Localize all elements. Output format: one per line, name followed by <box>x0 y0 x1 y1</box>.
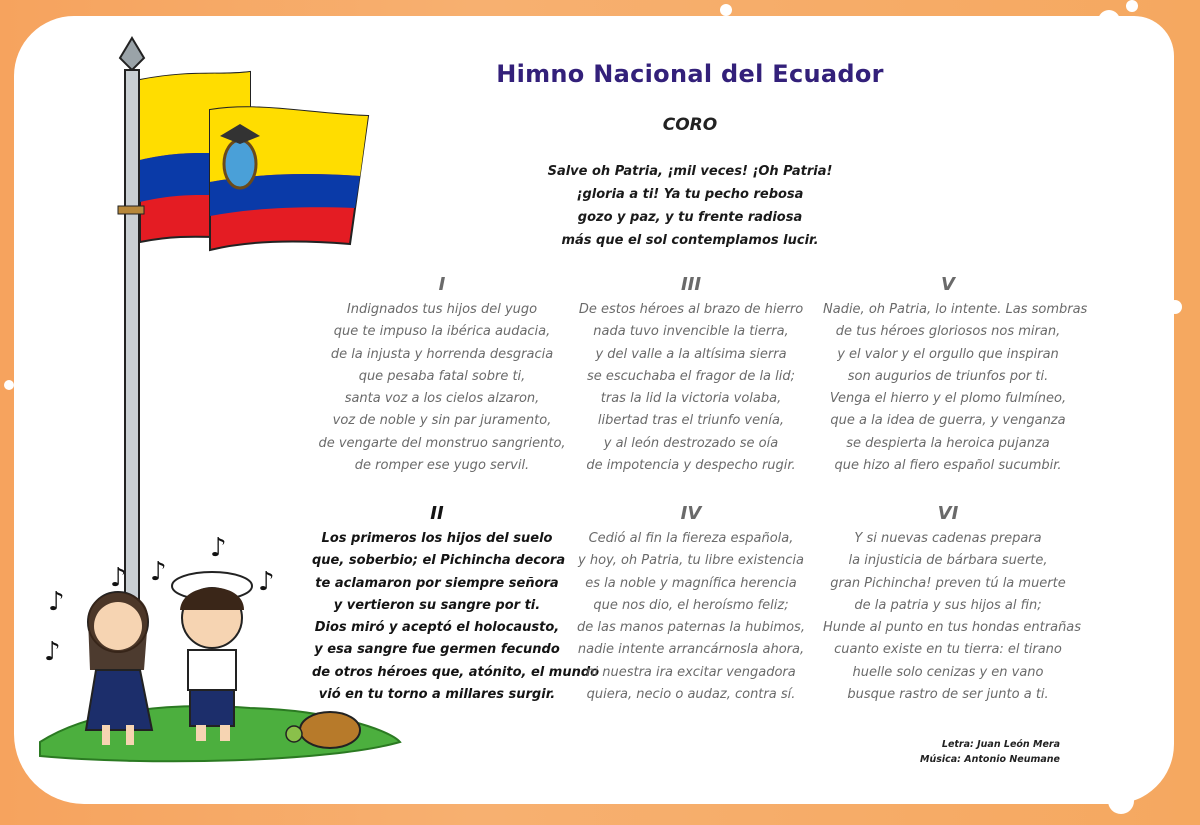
stanza-line: que a la idea de guerra, y venganza <box>830 413 1066 429</box>
stanza-line: de otros héroes que, atónito, el mundo <box>312 664 600 680</box>
stanza-line: Hunde al punto en tus hondas entrañas <box>823 620 1082 636</box>
chorus-text <box>540 160 840 252</box>
stanza-line: quiera, necio o audaz, contra sí. <box>586 687 796 703</box>
stanza-line: voz de noble y sin par juramento, <box>332 413 552 429</box>
stanza-line: Indignados tus hijos del yugo <box>346 302 538 317</box>
stanza-line: Los primeros los hijos del suelo <box>321 531 553 546</box>
stanza-numeral: I <box>438 274 446 295</box>
bubble-decoration <box>720 4 732 16</box>
stanza-line: y al león destrozado se oía <box>603 435 779 451</box>
chorus-line: Salve oh Patria, ¡mil veces! ¡Oh Patria! <box>547 164 833 179</box>
stanza-line: y hoy, oh Patria, tu libre existencia <box>578 553 804 569</box>
stanza-3 <box>566 274 816 477</box>
bubble-decoration <box>4 380 14 390</box>
stanza-line: Dios miró y aceptó el holocausto, <box>314 620 560 636</box>
stanza-numeral: V <box>941 274 955 295</box>
stanza-line: que pesaba fatal sobre ti, <box>358 368 526 384</box>
stanza-line: tras la lid la victoria volaba, <box>600 391 782 407</box>
stanza-line: De estos héroes al brazo de hierro <box>578 302 804 317</box>
svg-text:♪: ♪ <box>210 533 227 563</box>
chorus-heading: CORO <box>662 115 718 135</box>
stanza-line: santa voz a los cielos alzaron, <box>344 391 540 407</box>
bubble-decoration <box>1126 0 1138 12</box>
stanza-numeral: III <box>680 274 702 295</box>
stanza-1 <box>317 274 567 477</box>
stanza-4 <box>566 503 816 706</box>
stanza-line: vió en tu torno a millares surgir. <box>318 687 556 703</box>
stanza-line: cuanto existe en tu tierra: el tirano <box>834 642 1062 658</box>
svg-text:♪: ♪ <box>110 563 127 593</box>
stanza-line: de impotencia y despecho rugir. <box>586 458 796 474</box>
coat-of-arms-icon <box>224 140 256 188</box>
svg-text:♪: ♪ <box>258 567 275 597</box>
stanza-line: libertad tras el triunfo venía, <box>597 413 785 429</box>
stanza-line: y esa sangre fue germen fecundo <box>314 642 560 658</box>
stanza-line: y vertieron su sangre por ti. <box>333 597 541 613</box>
stanza-line: nada tuvo invencible la tierra, <box>593 324 789 340</box>
stanza-line: Cedió al fin la fiereza española, <box>588 531 794 546</box>
stanza-line: se escuchaba el fragor de la lid; <box>586 368 796 384</box>
flag-icon <box>140 72 368 250</box>
stanza-line: Venga el hierro y el plomo fulmíneo, <box>829 391 1067 407</box>
stanza-line: que, soberbio; el Pichincha decora <box>312 553 566 569</box>
stanza-line: que nos dio, el heroísmo feliz; <box>593 597 789 613</box>
lyrics-credit: Letra: Juan León Mera <box>941 739 1060 750</box>
stanza-line: busque rastro de ser junto a ti. <box>847 687 1049 703</box>
pole-finial-icon <box>120 38 144 70</box>
stanza-numeral: VI <box>937 503 959 524</box>
stanza-line: es la noble y magnífica herencia <box>585 575 797 591</box>
stanza-line: y del valle a la altísima sierra <box>595 346 787 362</box>
stanza-line: de vengarte del monstruo sangriento, <box>318 435 566 451</box>
girl-character-icon <box>86 592 152 745</box>
chorus-line: ¡gloria a ti! Ya tu pecho rebosa <box>576 187 804 202</box>
stanza-numeral: II <box>430 503 444 524</box>
stanza-line: se despierta la heroica pujanza <box>846 435 1050 451</box>
stanza-line: Nadie, oh Patria, lo intente. Las sombras <box>823 302 1088 317</box>
stanza-line: la injusticia de bárbara suerte, <box>848 553 1048 569</box>
chorus-line: gozo y paz, y tu frente radiosa <box>577 210 803 225</box>
stanza-2 <box>312 503 600 706</box>
stanza-line: te aclamaron por siempre señora <box>315 575 559 591</box>
svg-text:♪: ♪ <box>44 637 61 667</box>
stanza-line: nadie intente arrancárnosla ahora, <box>577 642 805 658</box>
stanza-line: y el valor y el orgullo que inspiran <box>837 346 1059 362</box>
svg-text:♪: ♪ <box>48 587 65 617</box>
stanza-line: que hizo al fiero español sucumbir. <box>834 458 1062 474</box>
stanza-line: de la injusta y horrenda desgracia <box>330 346 554 362</box>
page-title: Himno Nacional del Ecuador <box>496 60 884 88</box>
svg-text:♪: ♪ <box>150 557 167 587</box>
stanza-line: gran Pichincha! preven tú la muerte <box>830 575 1066 591</box>
stanza-line: son augurios de triunfos por ti. <box>847 368 1049 384</box>
stanza-5 <box>823 274 1088 477</box>
chorus-line: más que el sol contemplamos lucir. <box>561 233 819 248</box>
credits <box>880 737 1060 767</box>
stanza-line: ni nuestra ira excitar vengadora <box>586 664 796 680</box>
stanza-line: de la patria y sus hijos al fin; <box>854 597 1042 613</box>
stanza-line: de tus héroes gloriosos nos miran, <box>835 324 1061 340</box>
stanza-line: de romper ese yugo servil. <box>354 458 530 474</box>
stanza-numeral: IV <box>680 503 702 524</box>
stanza-line: Y si nuevas cadenas prepara <box>854 531 1042 546</box>
stanza-6 <box>823 503 1082 706</box>
stanza-line: que te impuso la ibérica audacia, <box>333 324 551 340</box>
stanza-line: huelle solo cenizas y en vano <box>852 664 1044 680</box>
stanza-line: de las manos paternas la hubimos, <box>577 620 805 636</box>
music-credit: Música: Antonio Neumane <box>920 754 1060 765</box>
